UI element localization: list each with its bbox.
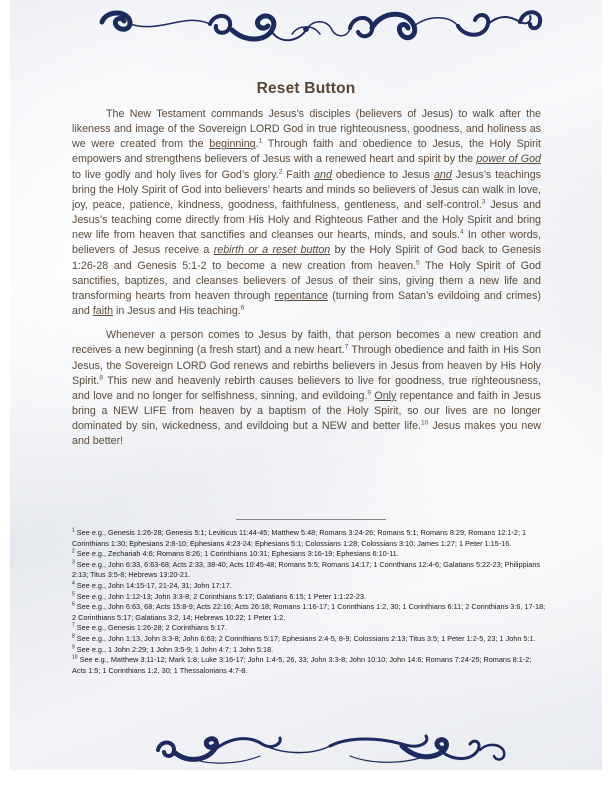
body-text xyxy=(72,107,541,458)
footnote-ref-8[interactable]: 8 xyxy=(99,374,103,382)
footnote-ref-10[interactable]: 10 xyxy=(421,419,429,427)
underlined-word: repentance xyxy=(274,289,328,302)
underlined-word: faith xyxy=(92,305,114,318)
footnote-ref-7[interactable]: 7 xyxy=(344,343,349,351)
emphasis-word: and xyxy=(433,168,452,181)
footnote-ref-2[interactable]: 2 xyxy=(278,168,283,176)
footnote-ref-5[interactable]: 5 xyxy=(416,259,420,266)
paragraph-1: The New Testament commands Jesus’s disciples (believers of Jesus) to walk after the likeness and image of the Sovereign LORD God in true righteousness, goodness, and holiness as we were created from the beginning.$^1$ Through faith and obedience to Jesus, the Holy Spirit empowers and strengthens believers of Jesus with a renewed heart and spirit by the power of God to live godly and holy lives for God’s glory.$^2$ Faith and obedience to Jesus and Jesus’s teachings bring the Holy Spirit of God into believers’ hearts and minds so believers of Jesus can walk in love, joy, peace, patience, kindness, goodness, faithfulness, gentleness, and self-control.$^3$ Jesus and Jesus’s teaching come directly from His Holy and Righteous Father and the Holy Spirit and bring new life from heaven that sanctifies and cleanses our hearts, minds, and souls.$^4$ In other words, believers of Jesus receive a rebirth or a reset button by the Holy Spirit of God back to Genesis 1:26-28 and Genesis 5:1-2 to become a new creation from heaven.$^5$ The Holy Spirit of God sanctifies, baptizes, and cleanses believers of Jesus of their sins, giving them a new life and transforming hearts from heaven through repentance (turning from Satan’s evildoing and crimes) and faith in Jesus and His teaching.$^6$ xyxy=(72,108,541,318)
footnote-ref-4[interactable]: 4 xyxy=(459,228,464,236)
bottom-flourish-ornament-icon xyxy=(10,730,602,768)
underlined-word: Only xyxy=(374,389,397,402)
footnote-7: $^7$ See e.g., Genesis 1:26-28; 2 Corinthians 5:17. xyxy=(72,622,227,633)
top-flourish-ornament-icon xyxy=(10,4,602,52)
footnote-8: $^8$ See e.g., John 1:13, John 3:3-8; John 6:63; 2 Corinthians 5:17; Ephesians 2:4-5, 8-9; Colossians 2:13; Titus 3:5; 1 Peter 1:2-5, 23; 1 John 5:1. xyxy=(72,633,536,643)
document-page xyxy=(10,0,602,770)
footnote-ref-6[interactable]: 6 xyxy=(240,304,245,312)
footnote-2: $^2$ See e.g., Zechariah 4:6; Romans 8:26; 1 Corinthians 10:31; Ephesians 3:16-19; Ephesians 6:10-11. xyxy=(72,548,399,559)
footnote-ref-1[interactable]: 1 xyxy=(258,137,263,145)
footnote-1: $^1$ See e.g., Genesis 1:26-28; Genesis 5:1; Leviticus 11:44-45; Matthew 5:48; Romans 3:24-26; Romans 5:1; Romans 8:29; Romans 12:1-2; 1 Corinthians 1:30; Ephesians 2:8-10; Ephesians 4:23-24; Ephesians 5:1; Colossians 1:28; Colossians 3:10; James 1:27; 1 Peter 1:15-16. xyxy=(72,527,527,548)
footnote-ref-9[interactable]: 9 xyxy=(367,389,371,397)
emphasis-phrase: power of God xyxy=(476,153,541,166)
emphasis-phrase: rebirth or a reset button xyxy=(213,244,331,257)
footnote-6: $^6$ See e.g., John 6:63, 68; Acts 15:8-9; Acts 22:16; Acts 26:18; Romans 1:16-17; 1 Corinthians 1:2, 30; 1 Corinthians 6:11; 2 Corinthians 3:6, 17-18; 2 Corinthians 5:17; Galatians 3:2, 14; Hebrews 10:22; 1 Peter 1:2. xyxy=(72,601,546,622)
footnotes xyxy=(72,528,546,676)
paragraph-2: Whenever a person comes to Jesus by faith, that person becomes a new creation and receives a new beginning (a fresh start) and a new heart.$^7$ Through obedience and faith in His Son Jesus, the Sovereign LORD God renews and rebirths believers in Jesus from heaven by His Holy Spirit.$^8$ This new and heavenly rebirth causes believers to live for goodness, true righteousness, and love and no longer for selfishness, sinning, and evildoing.$^9$ Only repentance and faith in Jesus bring a NEW LIFE from heaven by a baptism of the Holy Spirit, so our lives are no longer dominated by sin, wickedness, and evildoing but a NEW and better life.$^{10}$ Jesus makes you new and better! xyxy=(72,329,541,448)
page-title: Reset Button xyxy=(256,80,356,97)
footnote-5: $^5$ See e.g., John 1:12-13; John 3:3-8; 2 Corinthians 5:17; Galatians 6:15; 1 Peter 1:1:22-23. xyxy=(72,591,367,601)
footnote-9: $^9$ See e.g., 1 John 2:29; 1 John 3:5-9; 1 John 4:7; 1 John 5:18. xyxy=(72,644,274,654)
footnote-10: $^{10}$ See e.g., Matthew 3:11-12; Mark 1:8; Luke 3:16-17; John 1:4-5, 26, 33; John 3:3-8; John 10:10; John 14:6; Romans 7:24-25; Romans 8:1-2; Acts 1:5; 1 Corinthians 1:2, 30; 1 Thessalonians 4:7-8. xyxy=(72,654,532,675)
footnote-separator xyxy=(236,519,386,520)
underlined-word: beginning xyxy=(209,138,256,151)
emphasis-word: and xyxy=(314,168,332,181)
footnote-ref-3[interactable]: 3 xyxy=(481,198,486,206)
footnote-3: $^3$ See e.g., John 6:33, 6:63-68; Acts 2:33, 38-40; Acts 10:45-48; Romans 5:5; Romans 14:17; 1 Corinthians 12:4-6; Galatians 5:22-23; Philippians 2:13; Titus 3:5-8; Hebrews 13:20-21. xyxy=(72,559,541,580)
footnote-4: $^4$ See e.g., John 14:15-17, 21-24, 31; John 17:17. xyxy=(72,580,232,590)
